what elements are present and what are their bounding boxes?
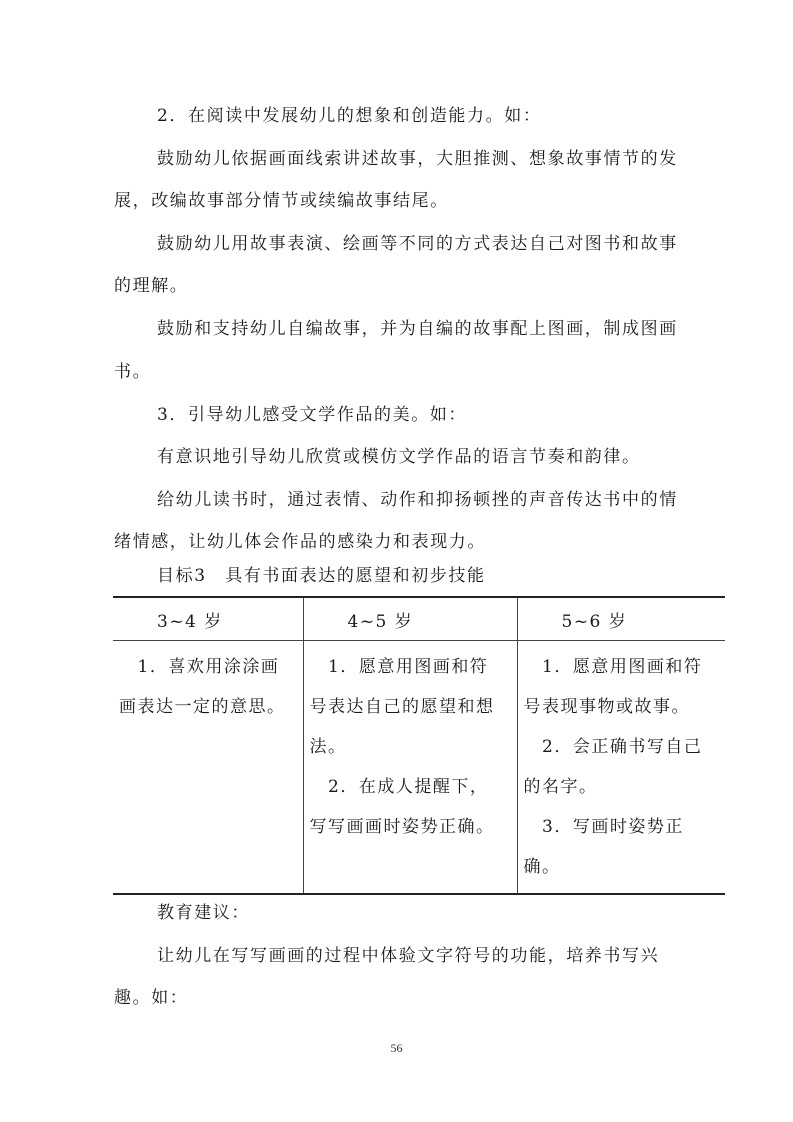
paragraph-line: 有意识地引导幼儿欣赏或模仿文学作品的语言节奏和韵律。 [157, 447, 641, 467]
paragraph-line: 书。 [114, 362, 152, 382]
cell-age-4-5 [303, 641, 517, 895]
paragraph-line: 给幼儿读书时，通过表情、动作和抑扬顿挫的声音传达书中的情 [157, 490, 678, 510]
paragraph-line: 展，改编故事部分情节或续编故事结尾。 [114, 191, 449, 211]
paragraph-line: 3．引导幼儿感受文学作品的美。如： [157, 405, 468, 425]
paragraph-line: 2．在阅读中发展幼儿的想象和创造能力。如： [157, 106, 542, 126]
header-age-3-4: 3~4 岁 [113, 597, 303, 641]
paragraph-line: 绪情感，让幼儿体会作品的感染力和表现力。 [114, 532, 486, 552]
page-number: 56 [390, 1041, 403, 1055]
table-header-row [113, 597, 725, 641]
cell-line: 号表现事物或故事。 [523, 697, 690, 717]
cell-line: 号表达自己的愿望和想 [309, 697, 495, 717]
paragraph-line: 趣。如： [114, 988, 189, 1008]
cell-line: 法。 [309, 737, 347, 757]
cell-age-3-4 [113, 641, 303, 895]
paragraph-line: 的理解。 [114, 276, 189, 296]
cell-line: 1．喜欢用涂涂画 [119, 657, 280, 677]
paragraph-line: 鼓励和支持幼儿自编故事，并为自编的故事配上图画，制成图画 [157, 319, 678, 339]
table-row [113, 641, 725, 895]
cell-line: 画表达一定的意思。 [119, 697, 286, 717]
cell-age-5-6 [517, 641, 725, 895]
cell-line: 1．愿意用图画和符 [309, 657, 489, 677]
cell-line: 的名字。 [523, 777, 598, 797]
section-heading: 教育建议： [157, 903, 250, 923]
cell-line: 2．在成人提醒下， [309, 777, 489, 797]
cell-line: 1．愿意用图画和符 [523, 657, 703, 677]
cell-line: 写写画画时姿势正确。 [309, 817, 495, 837]
paragraph-line: 让幼儿在写写画画的过程中体验文字符号的功能，培养书写兴 [157, 946, 660, 966]
cell-line: 确。 [523, 857, 561, 877]
cell-line: 2．会正确书写自己 [523, 737, 703, 757]
paragraph-line: 鼓励幼儿依据画面线索讲述故事，大胆推测、想象故事情节的发 [157, 149, 678, 169]
header-age-5-6: 5~6 岁 [517, 597, 725, 641]
cell-line: 3．写画时姿势正 [523, 817, 684, 837]
section-heading: 目标3 具有书面表达的愿望和初步技能 [157, 566, 486, 586]
header-age-4-5: 4~5 岁 [303, 597, 517, 641]
paragraph-line: 鼓励幼儿用故事表演、绘画等不同的方式表达自己对图书和故事 [157, 234, 678, 254]
goals-table [113, 596, 725, 895]
